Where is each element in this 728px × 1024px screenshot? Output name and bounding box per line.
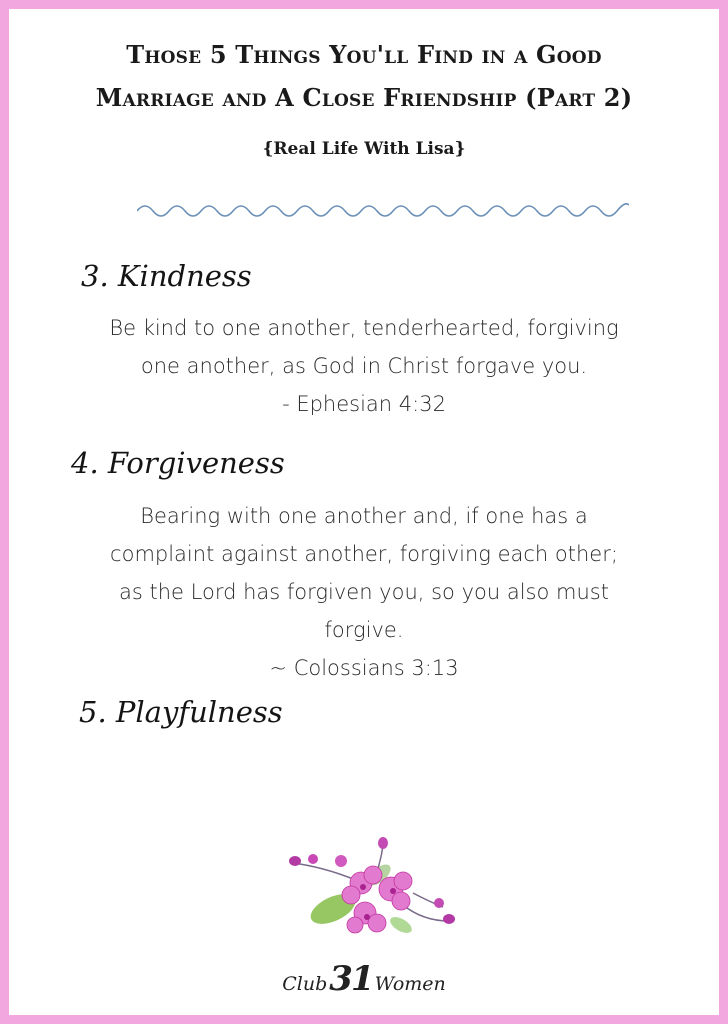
verse-line: as the Lord has forgiven you, so you also must — [119, 580, 609, 604]
verse-line: forgive. — [324, 618, 404, 642]
logo-number-text: 31 — [329, 959, 373, 999]
wavy-divider — [137, 199, 629, 223]
verse-reference: - Ephesian 4:32 — [282, 392, 446, 416]
orchid-flower-illustration — [283, 831, 463, 951]
section-heading-forgiveness: 4. Forgiveness — [71, 446, 285, 480]
logo-women-text: Women — [374, 973, 446, 995]
page-subtitle: {Real Life With Lisa} — [262, 139, 466, 159]
verse-line: complaint against another, forgiving each other; — [110, 542, 618, 566]
verse-line: Be kind to one another, tenderhearted, forgiving — [109, 316, 619, 340]
verse-kindness — [39, 309, 689, 423]
verse-line: Bearing with one another and, if one has a — [140, 504, 588, 528]
section-heading-playfulness: 5. Playfulness — [79, 695, 283, 729]
club31women-logo — [9, 959, 719, 999]
verse-line: one another, as God in Christ forgave you. — [140, 354, 588, 378]
section-heading-kindness: 3. Kindness — [81, 259, 252, 293]
page-title-line-1: Those 5 Things You'll Find in a Good — [126, 40, 602, 69]
logo-club-text: Club — [282, 973, 328, 995]
page-title — [9, 33, 719, 119]
verse-forgiveness — [39, 497, 689, 687]
page-title-line-2: Marriage and A Close Friendship (Part 2) — [95, 83, 633, 112]
verse-reference: ~ Colossians 3:13 — [269, 656, 459, 680]
